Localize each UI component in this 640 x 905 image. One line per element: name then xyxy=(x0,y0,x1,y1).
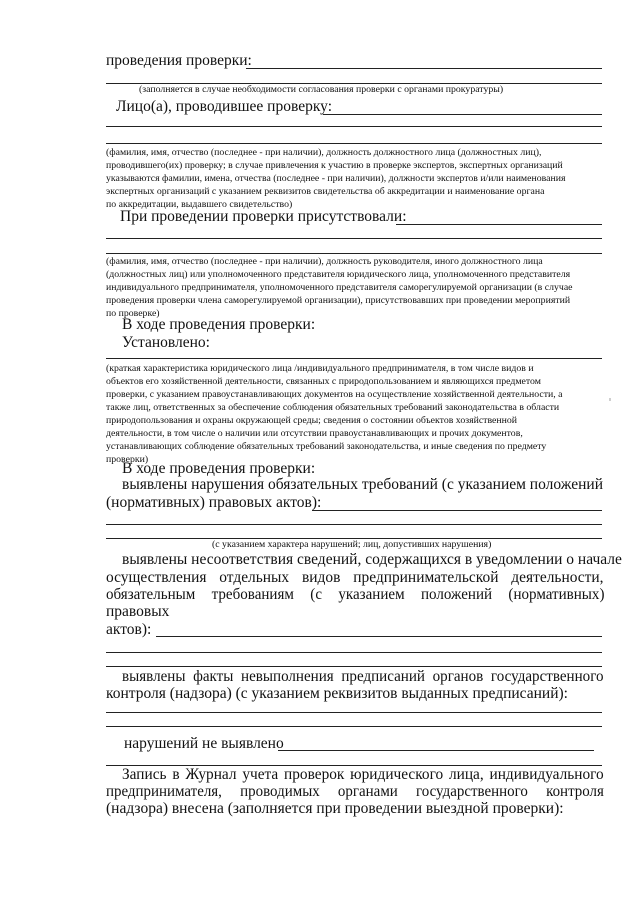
established-field[interactable] xyxy=(106,358,602,359)
inspector-field-line2[interactable] xyxy=(106,126,602,127)
established-note-line: объектов его хозяйственной деятельности, связанных с природопользованием и являющихся предметом xyxy=(106,376,541,387)
during-label: В ходе проведения проверки: xyxy=(122,316,316,333)
established-note-line: (краткая характеристика юридического лица /индивидуального предпринимателя, в том числе видов и xyxy=(106,363,534,374)
established-note-line: проверки, с указанием правоустанавливающих документов на осуществление хозяйственной деятельности, а xyxy=(106,389,563,400)
no-violations-field[interactable] xyxy=(278,750,594,751)
orders-line1: выявлены факты невыполнения предписаний органов государственного xyxy=(122,668,604,685)
present-note-line: индивидуального предпринимателя, уполномоченного представителя саморегулируемой организации (в случае xyxy=(106,282,573,293)
established-note-line: природопользования и охраны окружающей среды; сведения о состоянии объектов хозяйственной xyxy=(106,415,518,426)
mismatch-field-line3[interactable] xyxy=(106,666,602,667)
violations-note: (с указанием характера нарушений; лиц, допустивших нарушения) xyxy=(212,539,492,550)
inspector-note-line: по аккредитации, выдавшего свидетельство) xyxy=(106,199,293,210)
inspector-label: Лицо(а), проводившее проверку: xyxy=(116,98,333,115)
violations-field[interactable] xyxy=(312,510,602,511)
conduct-label: проведения проверки: xyxy=(106,52,252,69)
mismatch-line1: выявлены несоответствия сведений, содержащихся в уведомлении о начале xyxy=(122,551,622,568)
present-note-line: проведения проверки члена саморегулируемой организации), присутствовавших при проведении мероприятий xyxy=(106,295,571,306)
violations-line2: (нормативных) правовых актов): xyxy=(106,494,322,511)
mismatch-field[interactable] xyxy=(156,636,602,637)
during-label-2: В ходе проведения проверки: xyxy=(122,460,316,477)
inspector-field-line3[interactable] xyxy=(106,143,602,144)
inspector-note-line: (фамилия, имя, отчество (последнее - при наличии), должность должностного лица (должностных лиц), xyxy=(106,147,542,158)
established-label: Установлено: xyxy=(122,334,210,351)
journal-line2: предпринимателя, проводимых органами государственного контроля xyxy=(106,783,604,800)
mismatch-line3: обязательным требованиям (с указанием положений (нормативных) xyxy=(106,586,605,603)
inspector-note-line: проводившего(их) проверку; в случае привлечения к участию в проверке экспертов, экспертных организаций xyxy=(106,160,563,171)
present-field-line2[interactable] xyxy=(106,238,602,239)
mismatch-line4: правовых xyxy=(106,603,170,620)
present-label: При проведении проверки присутствовали: xyxy=(120,208,407,225)
journal-line3: (надзора) внесена (заполняется при проведении выездной проверки): xyxy=(106,800,564,817)
violations-field-line2[interactable] xyxy=(106,524,602,525)
prosecutor-note: (заполняется в случае необходимости согласования проверки с органами прокуратуры) xyxy=(139,84,504,95)
conduct-field[interactable] xyxy=(246,68,602,69)
orders-field[interactable] xyxy=(106,712,602,713)
orders-field-line2[interactable] xyxy=(106,726,602,727)
inspector-field[interactable] xyxy=(323,114,602,115)
violations-line1: выявлены нарушения обязательных требований (с указанием положений xyxy=(122,476,604,493)
present-field-line3[interactable] xyxy=(106,253,602,254)
present-note-line: (фамилия, имя, отчество (последнее - при наличии), должность руководителя, иного должностного лица xyxy=(106,256,543,267)
scan-speck xyxy=(609,398,611,401)
no-violations-label: нарушений не выявлено xyxy=(124,735,284,752)
established-note-line: деятельности, в том числе о наличии или отсутствии правоустанавливающих и прочих документов, xyxy=(106,428,523,439)
orders-line2: контроля (надзора) (с указанием реквизитов выданных предписаний): xyxy=(106,685,568,702)
mismatch-field-line2[interactable] xyxy=(106,652,602,653)
established-note-line: также лиц, ответственных за обеспечение соблюдения обязательных требований законодательства в области xyxy=(106,402,560,413)
present-field[interactable] xyxy=(396,224,602,225)
mismatch-line5: актов): xyxy=(106,621,152,638)
journal-line1: Запись в Журнал учета проверок юридического лица, индивидуального xyxy=(122,766,604,783)
mismatch-line2: осуществления отдельных видов предпринимательской деятельности, xyxy=(106,569,604,586)
present-note-line: (должностных лиц) или уполномоченного представителя юридического лица, уполномоченного представителя xyxy=(106,269,571,280)
established-note-line: устанавливающих соблюдение обязательных требований законодательства, и иные сведения по предмету xyxy=(106,441,547,452)
inspector-note-line: экспертных организаций с указанием реквизитов свидетельства об аккредитации и наименование органа xyxy=(106,186,545,197)
present-note-line: по проверке) xyxy=(106,308,160,319)
inspector-note-line: указываются фамилии, имена, отчества (последнее - при наличии), должности экспертов и/или наименования xyxy=(106,173,566,184)
established-note-line: проверки) xyxy=(106,454,149,465)
